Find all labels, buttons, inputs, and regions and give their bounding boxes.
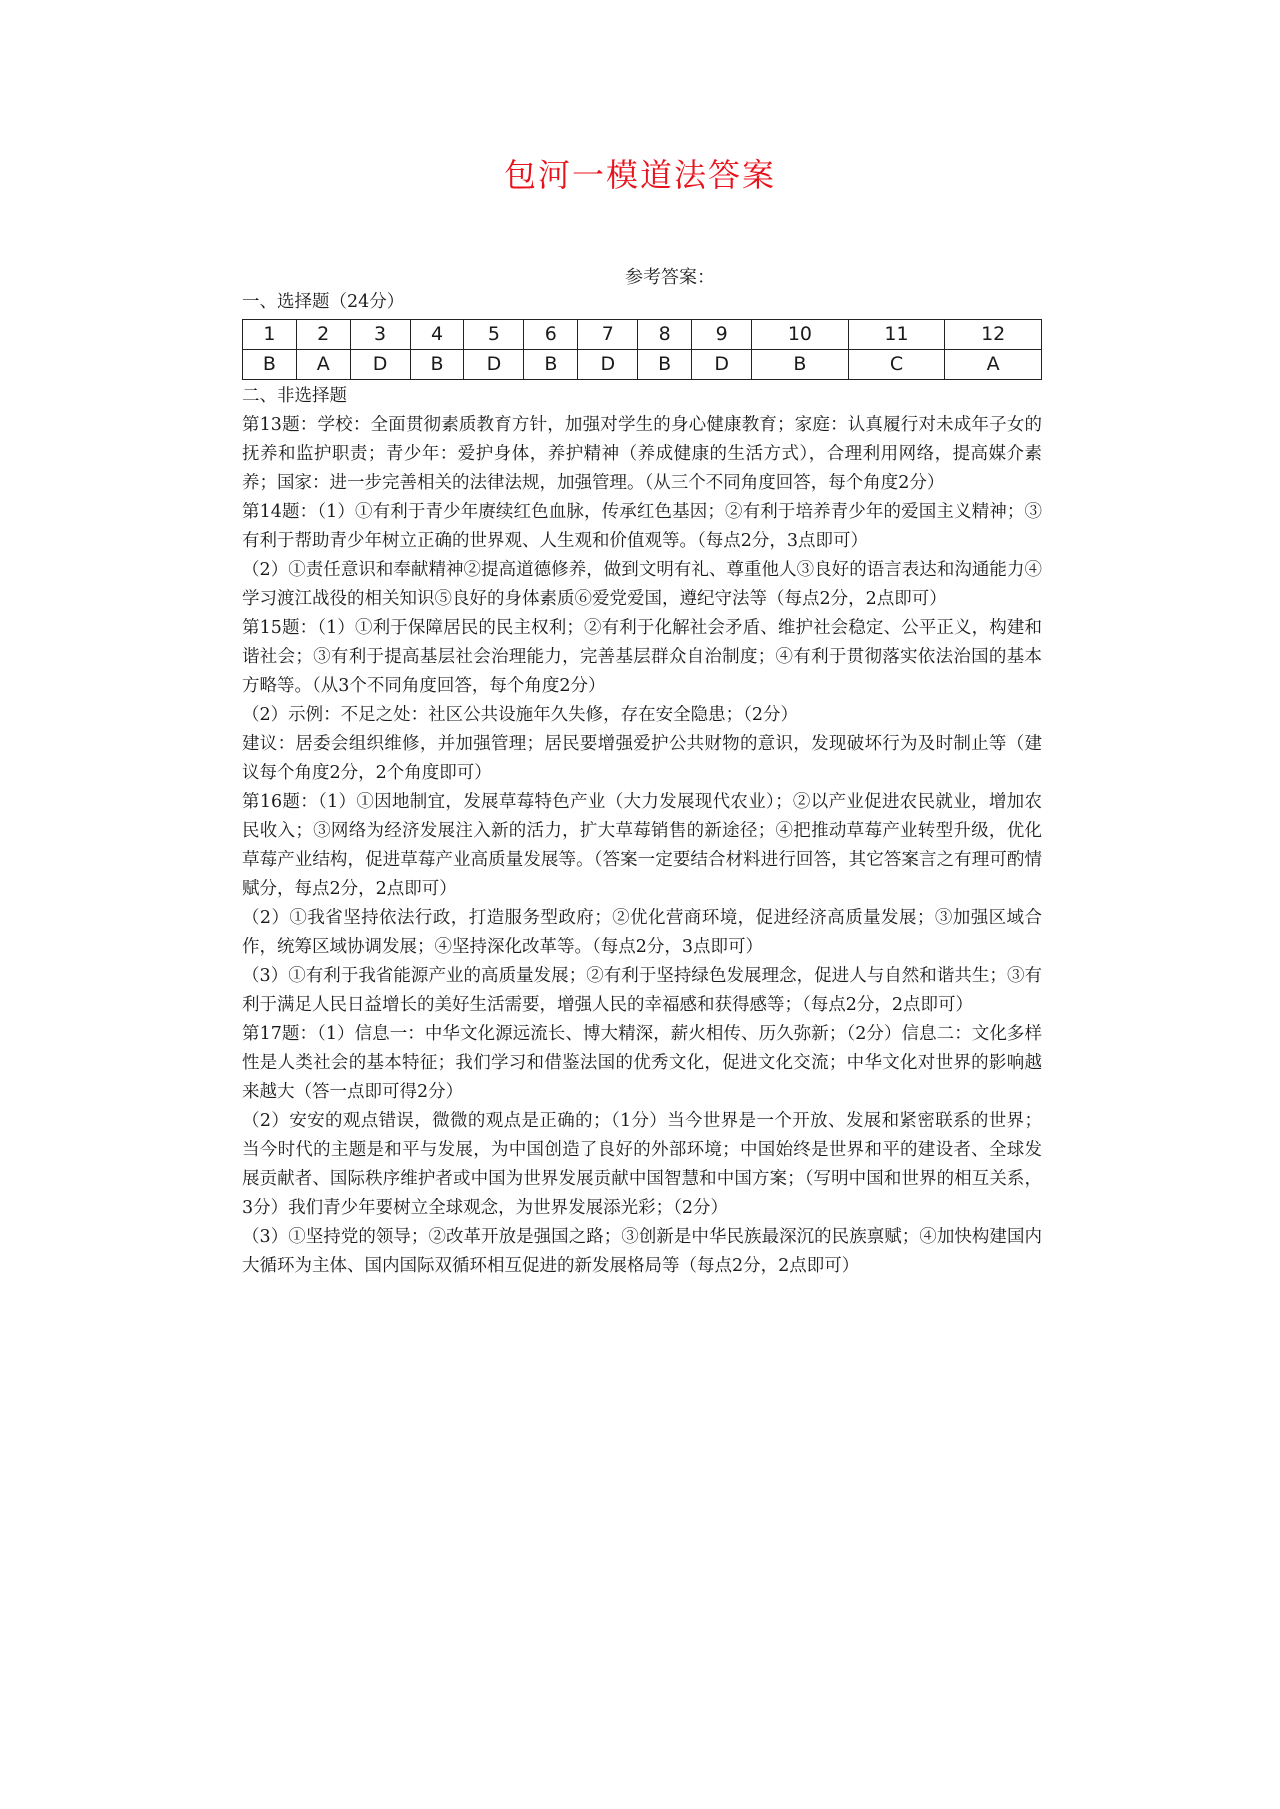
answer-letter-cell: D [350,350,410,380]
answer-letter-cell: C [848,350,945,380]
page-title: 包河一模道法答案 [503,156,776,194]
answer-paragraph-q14-1: 第14题：（1）①有利于青少年赓续红色血脉，传承红色基因；②有利于培养青少年的爱国主义精神；③有利于帮助青少年树立正确的世界观、人生观和价值观等。（每点2分，3点即可） [242,502,1042,551]
answer-paragraph-q16-3: （3）①有利于我省能源产业的高质量发展；②有利于坚持绿色发展理念，促进人与自然和谐共生；③有利于满足人民日益增长的美好生活需要，增强人民的幸福感和获得感等；（每点2分，2点即可） [242,966,1042,1015]
answer-paragraph-q15-2: （2）示例：不足之处：社区公共设施年久失修，存在安全隐患；（2分） [242,705,799,725]
reference-answer-heading: 参考答案： [625,267,715,288]
question-number-cell: 2 [296,320,350,350]
answer-paragraph-q15-1: 第15题：（1）①利于保障居民的民主权利；②有利于化解社会矛盾、维护社会稳定、公平正义，构建和谐社会；③有利于提高基层社会治理能力，完善基层群众自治制度；④有利于贯彻落实依法治国的基本方略等。（从3个不同角度回答，每个角度2分） [242,618,1042,696]
question-number-cell: 9 [692,320,752,350]
question-number-cell: 8 [638,320,692,350]
answer-letter-row [243,350,1042,380]
answer-letter-cell: D [692,350,752,380]
question-number-cell: 7 [578,320,638,350]
section-nonchoice-heading: 二、非选择题 [242,386,347,406]
answer-content [242,288,1042,1281]
answer-paragraph-q13: 第13题：学校：全面贯彻素质教育方针，加强对学生的身心健康教育；家庭：认真履行对未成年子女的抚养和监护职责；青少年：爱护身体，养护精神（养成健康的生活方式），合理利用网络，提高媒介素养；国家：进一步完善相关的法律法规，加强管理。（从三个不同角度回答，每个角度2分） [242,415,1042,493]
question-number-cell: 12 [945,320,1042,350]
answer-paragraph-q17-2: （2）安安的观点错误，微微的观点是正确的；（1分）当今世界是一个开放、发展和紧密联系的世界；当今时代的主题是和平与发展，为中国创造了良好的外部环境；中国始终是世界和平的建设者、全球发展贡献者、国际秩序维护者或中国为世界发展贡献中国智慧和中国方案；（写明中国和世界的相互关系，3分）我们青少年要树立全球观念，为世界发展添光彩；（2分） [242,1111,1042,1218]
answer-paragraph-q17-3: （3）①坚持党的领导；②改革开放是强国之路；③创新是中华民族最深沉的民族禀赋；④加快构建国内大循环为主体、国内国际双循环相互促进的新发展格局等（每点2分，2点即可） [242,1227,1042,1276]
answer-letter-cell: D [578,350,638,380]
answer-letter-cell: B [524,350,578,380]
section-choice-heading: 一、选择题（24分） [242,292,405,312]
question-number-row [243,320,1042,350]
answer-letter-cell: A [296,350,350,380]
answer-letter-cell: A [945,350,1042,380]
question-number-cell: 10 [752,320,849,350]
choice-answer-table [242,319,1042,380]
answer-paragraph-q16-2: （2）①我省坚持依法行政，打造服务型政府；②优化营商环境，促进经济高质量发展；③加强区域合作，统筹区域协调发展；④坚持深化改革等。（每点2分，3点即可） [242,908,1042,957]
answer-paragraph-q17-1: 第17题：（1）信息一：中华文化源远流长、博大精深，薪火相传、历久弥新；（2分）信息二：文化多样性是人类社会的基本特征；我们学习和借鉴法国的优秀文化，促进文化交流；中华文化对世界的影响越来越大（答一点即可得2分） [242,1024,1042,1102]
answer-paragraph-q16-1: 第16题：（1）①因地制宜，发展草莓特色产业（大力发展现代农业）；②以产业促进农民就业，增加农民收入；③网络为经济发展注入新的活力，扩大草莓销售的新途径；④把推动草莓产业转型升级，优化草莓产业结构，促进草莓产业高质量发展等。（答案一定要结合材料进行回答，其它答案言之有理可酌情赋分，每点2分，2点即可） [242,792,1042,899]
answer-letter-cell: D [464,350,524,380]
question-number-cell: 11 [848,320,945,350]
answer-letter-cell: B [410,350,464,380]
answer-letter-cell: B [638,350,692,380]
question-number-cell: 5 [464,320,524,350]
answer-paragraph-q14-2: （2）①责任意识和奉献精神②提高道德修养，做到文明有礼、尊重他人③良好的语言表达和沟通能力④学习渡江战役的相关知识⑤良好的身体素质⑥爱党爱国，遵纪守法等（每点2分，2点即可） [242,560,1042,609]
question-number-cell: 4 [410,320,464,350]
question-number-cell: 6 [524,320,578,350]
question-number-cell: 1 [243,320,297,350]
question-number-cell: 3 [350,320,410,350]
answer-letter-cell: B [752,350,849,380]
answer-letter-cell: B [243,350,297,380]
answer-paragraph-q15-suggestion: 建议：居委会组织维修，并加强管理；居民要增强爱护公共财物的意识，发现破坏行为及时制止等（建议每个角度2分，2个角度即可） [242,734,1042,783]
